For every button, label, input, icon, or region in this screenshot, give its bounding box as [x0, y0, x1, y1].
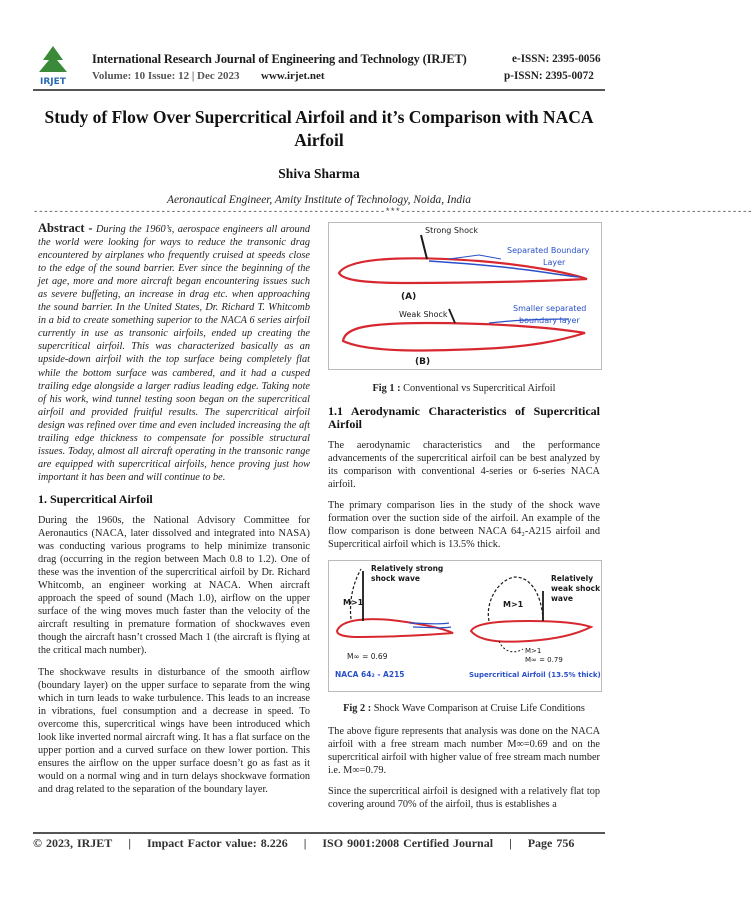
fig2-mgt1-left: M>1 — [343, 597, 364, 607]
section-1-1-paragraph-4: Since the supercritical airfoil is designed with a relatively flat top covering around 70% of the airfoil, thus is establishes a — [328, 785, 600, 810]
pissn: p-ISSN: 2395-0072 — [504, 70, 594, 82]
separation-wave — [449, 255, 501, 259]
naca-sonic-line — [350, 569, 361, 619]
fig1-separated-label: Separated Boundary — [507, 246, 590, 255]
footer-copyright: © 2023, IRJET — [33, 836, 113, 850]
fig2-naca-label: NACA 64₂ - A215 — [335, 669, 405, 679]
fig1-layer-label: Layer — [543, 258, 566, 267]
weak-shock-line — [449, 309, 455, 323]
figure-2 — [328, 560, 602, 692]
footer-divider: | — [509, 836, 512, 850]
fig1-boundary-label: boundary layer — [519, 316, 580, 325]
fig1-label-a: (A) — [401, 292, 417, 302]
supercritical-airfoil-2 — [471, 621, 591, 642]
fig2-shock-wave: shock wave — [371, 573, 420, 583]
fig2-weak-shock: weak shock — [551, 583, 601, 593]
section-1-1-paragraph-1: The aerodynamic characteristics and the performance advancements of the supercritical airfoil can be best analyzed by its comparison with conventional 4-series or 6-series NACA airfoil. — [328, 440, 600, 491]
figure-2-caption-label: Fig 2 : — [343, 702, 372, 714]
abstract — [38, 222, 310, 484]
footer-iso: ISO 9001:2008 Certified Journal — [322, 836, 494, 850]
section-1-heading: 1. Supercritical Airfoil — [38, 491, 153, 506]
eissn: e-ISSN: 2395-0056 — [512, 53, 601, 65]
footer-rule — [33, 832, 605, 834]
section-1-1-paragraph-2: The primary comparison lies in the study of the shock wave formation over the suction side of the airfoil. An example of the flow comparison is done between NACA 64₂-A215 airfoil and Supercritical airfoil which is 13.5% thick. — [328, 500, 600, 551]
section-1-paragraph-2: The shockwave results in disturbance of the smooth airflow (boundary layer) on the upper surface to separate from the wing which in turn leads to wake turbulence. This leads to an increase in vibrations, fuel consumption and a decrease in speed. To overcome this, supercritical wings have been introduced which look like inverted normal aircraft wing. It has a flat surface on the upper portion and a curved surface on thew lower portion. This ensures the airflow on the upper surface doesn’t go as fast as it would on a normal wing and in turn delays shockwave formation and drag related to the separation of the boundary layer. — [38, 666, 310, 795]
fig2-rel-weak: Relatively — [551, 573, 594, 583]
author-affiliation: Aeronautical Engineer, Amity Institute of Technology, Noida, India — [167, 194, 471, 206]
journal-name: International Research Journal of Engineering and Technology (IRJET) — [92, 52, 467, 66]
abstract-text: During the 1960’s, aerospace engineers all around the world were looking for ways to reduce the transonic drag encountered by airplanes who frequently cruised at speeds close to the edge of the sound barrier. Ever since the beginning of the jet age, more and more aircraft began encountering issues such as severe buffeting, an increase in drag etc. when approaching the sound barrier. In the United States, Dr. Richard T. Whitcomb in a bid to create something superior to the NACA 6 series airfoil currently in use as transonic airfoils, ended up creating the supercritical airfoil. This was characterized basically as an upside-down airfoil with the top surface being completely flat while the bottom surface was cambered, and it had a cusped trailing edge alongside a larger radius leading edge. Taking note of his work, wind tunnel testing soon began on the supercritical airfoil and provided fruitful results. The supercritical airfoil design was refined over time and even included increasing the aft trailing edge thickness to compensate for possible structural issues. Today, almost all aircraft operating in the transonic range are equipped with supercritical airfoils, hence proving just how important it has been and will continue to be. — [38, 224, 310, 483]
abstract-label: Abstract - — [38, 221, 93, 235]
figure-1-caption-text: Conventional vs Supercritical Airfoil — [403, 383, 556, 394]
left-column — [38, 222, 310, 804]
fig2-wave: wave — [551, 593, 573, 603]
right-column — [328, 222, 600, 819]
fig1-smaller-label: Smaller separated — [513, 304, 587, 313]
separator-line: ---------------------------------------------------------------------***--------------------------------------------------------------------- — [33, 207, 752, 217]
figure-1-caption-label: Fig 1 : — [372, 383, 401, 394]
header-rule — [33, 89, 605, 91]
author-name: Shiva Sharma — [278, 166, 360, 181]
footer-page: Page 756 — [527, 836, 575, 850]
fig2-mgt1-right: M>1 — [503, 599, 524, 609]
section-1-paragraph-1: During the 1960s, the National Advisory Committee for Aeronautics (NACA, later dissolved and integrated into NASA) was conducting various programs to help minimize transonic drag (occurring in the region between Mach 0.8 to 1.2). One of these was the invention of the supercritical airfoil by Dr. Richard Whitcomb, an engineer working at NACA. When aircraft approach the speed of sound (Mach 1.0), airflow on the upper surface of the wing moves much faster than the velocity of the aircraft resulting in premature formation of shockwaves even though the aircraft hasn’t crossed Mach 1 (the aircraft is flying at the critical mach number). — [38, 514, 310, 657]
fig2-mgt1-low: M>1 — [525, 646, 542, 655]
paper-title: Study of Flow Over Supercritical Airfoil and it’s Comparison with NACA Airfoil — [44, 107, 594, 150]
footer-impact: Impact Factor value: 8.226 — [146, 836, 288, 850]
irjet-logo — [33, 44, 73, 88]
footer-divider: | — [128, 836, 131, 850]
website-link[interactable]: www.irjet.net — [261, 70, 325, 82]
fig2-rel-strong: Relatively strong — [371, 563, 444, 573]
figure-2-caption — [328, 702, 600, 715]
strong-shock-line — [421, 235, 427, 259]
fig2-mach-left: M∞ = 0.69 — [347, 651, 388, 661]
supercritical-sonic-bubble — [488, 577, 543, 621]
section-1-1-heading: 1.1 Aerodynamic Characteristics of Supercritical Airfoil — [328, 404, 600, 432]
fig1-label-b: (B) — [415, 357, 431, 367]
fig2-super-label: Supercritical Airfoil (13.5% thick) — [469, 670, 601, 679]
figure-1-caption — [328, 382, 600, 395]
section-1-1-paragraph-3: The above figure represents that analysis was done on the NACA airfoil with a free stream mach number M∞=0.69 and on the supercritical airfoil with higher value of free stream mach number i.e. M∞=0.79. — [328, 725, 600, 776]
fig2-mach-right: M∞ = 0.79 — [525, 655, 563, 664]
logo-text: IRJET — [40, 77, 66, 87]
volume-issue: Volume: 10 Issue: 12 | Dec 2023 — [92, 70, 240, 82]
fig1-strong-shock-label: Strong Shock — [425, 226, 478, 235]
footer-divider: | — [303, 836, 307, 850]
footer — [33, 836, 605, 851]
figure-1-sketch — [329, 223, 601, 369]
figure-2-caption-text: Shock Wave Comparison at Cruise Life Conditions — [373, 702, 585, 714]
figure-1 — [328, 222, 602, 370]
fig1-weak-shock-label: Weak Shock — [399, 310, 448, 319]
supercritical-airfoil — [343, 323, 585, 351]
figure-2-sketch — [329, 561, 601, 691]
logo-tree-icon — [39, 46, 67, 72]
